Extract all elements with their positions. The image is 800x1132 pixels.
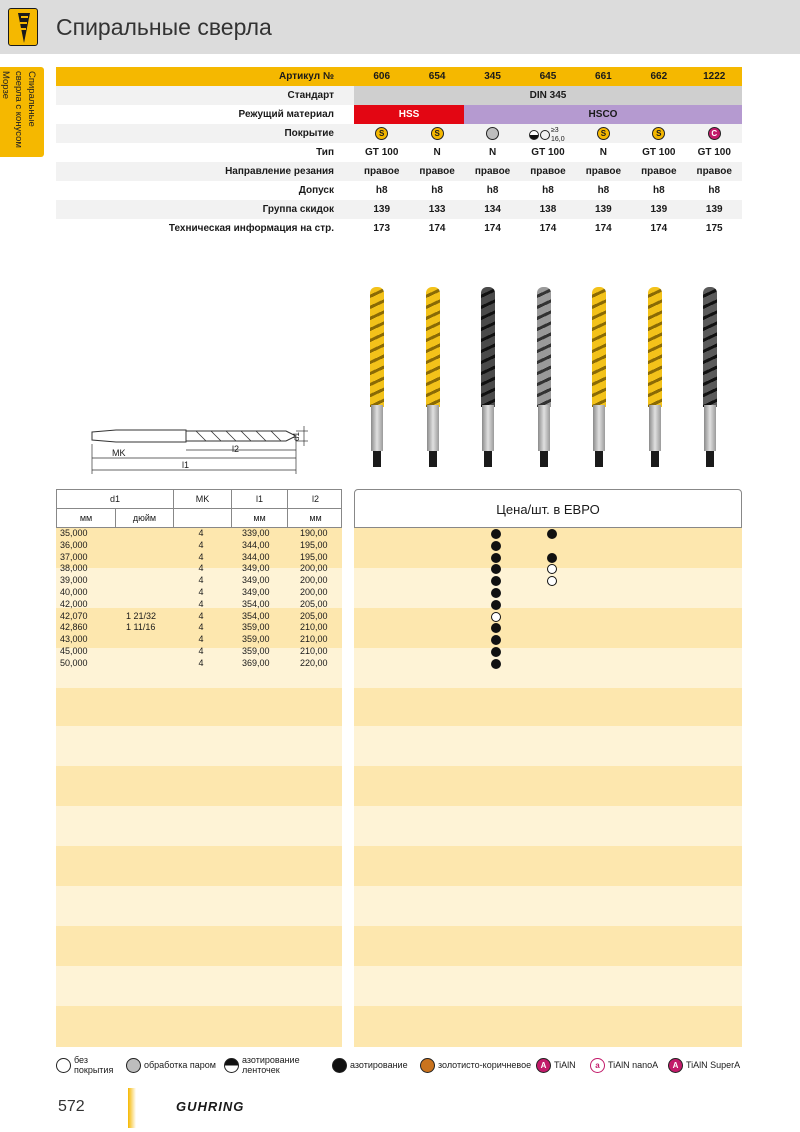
material-row xyxy=(354,105,742,124)
standard-row xyxy=(354,86,742,105)
cell-mk: 4 xyxy=(198,645,204,656)
cell-d1: 38,000 xyxy=(60,563,88,574)
tolerance-cell: h8 xyxy=(542,185,554,196)
cell-l1: 354,00 xyxy=(242,610,270,621)
coating-cell xyxy=(576,124,631,143)
drill-image-662 xyxy=(648,287,662,477)
drill-image-661 xyxy=(592,287,606,477)
cell-inch: 1 11/16 xyxy=(126,622,156,633)
cell-d1: 42,000 xyxy=(60,598,88,609)
legend-item xyxy=(420,1052,531,1078)
discount-row xyxy=(354,200,742,219)
legend-item xyxy=(224,1052,312,1078)
header-mk: MK xyxy=(173,490,231,509)
table-band xyxy=(56,766,742,806)
table-row xyxy=(56,575,342,587)
table-row xyxy=(56,658,342,670)
cell-l1: 369,00 xyxy=(242,657,270,668)
table-band xyxy=(56,688,742,726)
legend-label: обработка паром xyxy=(144,1060,216,1070)
cell-l2: 205,00 xyxy=(300,598,328,609)
d1-label: d1 xyxy=(291,432,301,441)
cell-l2: 210,00 xyxy=(300,622,328,633)
tialn-nanoa-icon: a xyxy=(590,1058,605,1073)
label-tolerance: Допуск xyxy=(298,185,334,196)
cell-d1: 37,000 xyxy=(60,551,88,562)
legend-label: TiAlN SuperA xyxy=(686,1060,741,1070)
header-l2: l2 xyxy=(287,490,343,509)
label-discount: Группа скидок xyxy=(56,200,354,219)
cell-l2: 220,00 xyxy=(300,657,328,668)
cell-d1: 40,000 xyxy=(60,586,88,597)
tolerance-cell: h8 xyxy=(652,185,665,196)
coating-cell xyxy=(520,124,575,143)
tolerance-cell: h8 xyxy=(431,185,443,196)
tech-page-link[interactable]: 173 xyxy=(373,223,391,234)
coating-badge: C xyxy=(708,127,721,140)
header-unit-mm: мм xyxy=(79,513,93,523)
coating-badge: S xyxy=(652,127,665,140)
l2-label: l2 xyxy=(232,444,240,454)
cell-l1: 359,00 xyxy=(242,634,270,645)
on-request-dot xyxy=(491,612,501,622)
in-stock-dot xyxy=(491,647,501,657)
drill-logo-icon xyxy=(8,8,38,46)
type-cell: N xyxy=(433,147,441,158)
uncoated-icon xyxy=(56,1058,71,1073)
header-d1: d1 xyxy=(109,494,120,504)
cell-l1: 339,00 xyxy=(242,528,270,538)
cell-l1: 359,00 xyxy=(242,622,270,633)
cell-l2: 200,00 xyxy=(300,563,328,574)
direction-cell: правое xyxy=(696,166,732,177)
cell-mk: 4 xyxy=(198,622,204,633)
article-row xyxy=(354,67,742,86)
header-unit-inch: дюйм xyxy=(115,509,173,528)
cell-l2: 200,00 xyxy=(300,586,328,597)
table-band xyxy=(56,1006,742,1047)
tolerance-cell: h8 xyxy=(708,185,721,196)
table-row xyxy=(56,552,342,564)
brand-logo: GUHRING xyxy=(176,1099,245,1114)
legend-item xyxy=(536,1052,576,1078)
cell-l2: 210,00 xyxy=(300,634,328,645)
article-cell: 345 xyxy=(484,71,501,82)
tech-page-link[interactable]: 174 xyxy=(484,223,501,234)
cell-mk: 4 xyxy=(198,610,204,621)
spec-columns xyxy=(354,67,742,238)
direction-cell: правое xyxy=(474,166,511,177)
cell-l2: 200,00 xyxy=(300,575,328,586)
cell-l1: 359,00 xyxy=(242,645,270,656)
cell-d1: 39,000 xyxy=(60,575,88,586)
cell-l1: 344,00 xyxy=(242,551,270,562)
type-cell: GT 100 xyxy=(531,147,565,158)
article-cell: 606 xyxy=(373,71,391,82)
cell-mk: 4 xyxy=(198,657,204,668)
type-cell: GT 100 xyxy=(365,147,399,158)
direction-cell: правое xyxy=(641,166,677,177)
direction-row xyxy=(354,162,742,181)
header-unit-mm: мм xyxy=(231,509,287,528)
article-cell: 645 xyxy=(539,71,557,82)
coating-cell xyxy=(354,124,409,143)
partial-nitride-icon xyxy=(224,1058,239,1073)
discount-cell: 139 xyxy=(595,204,612,215)
material-hss: HSS xyxy=(354,105,464,124)
cell-l1: 349,00 xyxy=(242,575,270,586)
legend-label: азотирование xyxy=(350,1060,408,1070)
table-band xyxy=(56,926,742,966)
header-unit-empty xyxy=(173,509,231,528)
label-direction: Направление резания xyxy=(56,162,354,181)
coating-cell xyxy=(631,124,686,143)
legend-item xyxy=(668,1052,740,1078)
in-stock-dot xyxy=(491,553,501,563)
legend-label: TiAlN xyxy=(554,1060,576,1070)
gold-brown-icon xyxy=(420,1058,435,1073)
label-type: Тип xyxy=(316,147,334,158)
coating-cell xyxy=(687,124,742,143)
table-row xyxy=(56,611,342,623)
cell-l2: 195,00 xyxy=(300,551,328,562)
drill-schematic xyxy=(86,420,316,480)
cell-mk: 4 xyxy=(198,539,204,550)
in-stock-dot xyxy=(491,541,501,551)
in-stock-dot xyxy=(547,529,557,539)
coating-badge: S xyxy=(375,127,388,140)
in-stock-dot xyxy=(491,588,501,598)
nitride-icon xyxy=(332,1058,347,1073)
cell-l1: 349,00 xyxy=(242,586,270,597)
footer-accent xyxy=(128,1088,136,1128)
drill-image-606 xyxy=(370,287,384,477)
steam-treated-icon xyxy=(126,1058,141,1073)
discount-cell: 139 xyxy=(650,204,668,215)
page-header xyxy=(0,0,800,54)
discount-cell: 134 xyxy=(484,204,501,215)
table-row xyxy=(56,540,342,552)
page-title: Спиральные сверла xyxy=(56,14,272,40)
label-standard: Стандарт xyxy=(56,86,354,105)
cell-l1: 354,00 xyxy=(242,598,270,609)
standard-value: DIN 345 xyxy=(529,90,567,101)
coating-badge: S xyxy=(597,127,610,140)
table-row xyxy=(56,646,342,658)
cell-d1: 43,000 xyxy=(60,634,88,645)
drill-image-654 xyxy=(426,287,440,477)
table-band xyxy=(56,726,742,766)
tech-page-link[interactable]: 174 xyxy=(539,223,557,234)
cell-l1: 344,00 xyxy=(242,539,270,550)
label-material: Режущий материал xyxy=(238,109,334,120)
coating-row xyxy=(354,124,742,143)
cell-mk: 4 xyxy=(198,634,204,645)
spec-labels xyxy=(56,67,354,238)
section-tab xyxy=(0,67,44,157)
discount-cell: 138 xyxy=(539,204,557,215)
cell-l2: 195,00 xyxy=(300,539,328,550)
table-band xyxy=(56,886,742,926)
tech-page-row xyxy=(354,219,742,238)
tolerance-cell: h8 xyxy=(486,185,499,196)
legend-label: без покрытия xyxy=(74,1055,114,1075)
table-row xyxy=(56,634,342,646)
article-cell: 662 xyxy=(650,71,668,82)
discount-cell: 133 xyxy=(428,204,446,215)
dimension-table-body xyxy=(56,528,342,670)
cell-mk: 4 xyxy=(198,586,204,597)
article-cell: 1222 xyxy=(703,71,726,82)
table-row xyxy=(56,587,342,599)
type-cell: GT 100 xyxy=(642,147,676,158)
uncoated-icon xyxy=(540,130,550,140)
column-gap xyxy=(342,528,354,1047)
drill-image-1222 xyxy=(703,287,717,477)
legend-label: TiAlN nanoA xyxy=(608,1060,659,1070)
legend-label: азотирование ленточек xyxy=(242,1055,300,1075)
direction-cell: правое xyxy=(419,166,455,177)
legend-item xyxy=(590,1052,658,1078)
cell-l2: 190,00 xyxy=(300,528,328,538)
table-band xyxy=(56,846,742,886)
table-row xyxy=(56,622,342,634)
cell-d1: 42,860 xyxy=(60,622,88,633)
in-stock-dot xyxy=(491,529,501,539)
direction-cell: правое xyxy=(530,166,566,177)
steam-treated-icon xyxy=(486,127,499,140)
tolerance-row xyxy=(354,181,742,200)
cell-d1: 42,070 xyxy=(60,610,88,621)
cell-mk: 4 xyxy=(198,551,204,562)
legend-item xyxy=(332,1052,408,1078)
tech-page-link[interactable]: 174 xyxy=(650,223,668,234)
page-number: 572 xyxy=(58,1098,85,1115)
table-row xyxy=(56,528,342,540)
dimension-table-header xyxy=(56,489,342,528)
cell-l2: 210,00 xyxy=(300,645,328,656)
drill-image-645 xyxy=(537,287,551,477)
label-article: Артикул № xyxy=(56,67,354,86)
tech-page-link[interactable]: 174 xyxy=(595,223,612,234)
table-band xyxy=(56,806,742,846)
coating-badge: S xyxy=(431,127,444,140)
table-band xyxy=(56,966,742,1006)
type-cell: GT 100 xyxy=(697,147,731,158)
table-row xyxy=(56,599,342,611)
cell-inch: 1 21/32 xyxy=(126,610,157,621)
cell-mk: 4 xyxy=(198,575,204,586)
type-row xyxy=(354,143,742,162)
material-hsco: HSCO xyxy=(464,105,742,124)
cell-mk: 4 xyxy=(198,528,204,538)
cell-l2: 205,00 xyxy=(300,610,328,621)
l1-label: l1 xyxy=(182,460,190,470)
coating-cell xyxy=(465,124,520,143)
cell-mk: 4 xyxy=(198,598,204,609)
tialn-supera-icon: A xyxy=(668,1058,683,1073)
tolerance-cell: h8 xyxy=(597,185,610,196)
drill-image-345 xyxy=(481,287,495,477)
partial-nitride-icon xyxy=(529,130,539,140)
tolerance-cell: h8 xyxy=(375,185,388,196)
mk-label: MK xyxy=(112,448,126,458)
label-tech-page: Техническая информация на стр. xyxy=(168,223,334,234)
discount-cell: 139 xyxy=(705,204,723,215)
in-stock-dot xyxy=(491,659,501,669)
article-cell: 654 xyxy=(428,71,446,82)
tialn-icon: A xyxy=(536,1058,551,1073)
legend-item xyxy=(56,1052,122,1078)
cell-mk: 4 xyxy=(198,563,204,574)
legend-item xyxy=(126,1052,216,1078)
direction-cell: правое xyxy=(585,166,622,177)
discount-cell: 139 xyxy=(373,204,391,215)
in-stock-dot xyxy=(491,600,501,610)
section-tab-label: Спиральные сверла с конусом Морзе xyxy=(0,71,37,148)
in-stock-dot xyxy=(547,553,557,563)
cell-d1: 36,000 xyxy=(60,539,88,550)
header-l1: l1 xyxy=(231,490,287,509)
header-unit-mm: мм xyxy=(287,509,343,528)
table-row xyxy=(56,563,342,575)
type-cell: N xyxy=(599,147,608,158)
mixed-coating-note: ≥3 16,0 xyxy=(550,126,565,143)
tech-page-link[interactable]: 175 xyxy=(705,223,723,234)
tech-page-link[interactable]: 174 xyxy=(428,223,446,234)
coating-cell xyxy=(409,124,464,143)
legend-label: золотисто-коричневое xyxy=(438,1060,532,1070)
cell-d1: 45,000 xyxy=(60,645,88,656)
price-header: Цена/шт. в ЕВРО xyxy=(354,489,742,528)
label-coating: Покрытие xyxy=(56,124,354,143)
article-cell: 661 xyxy=(595,71,612,82)
direction-cell: правое xyxy=(364,166,400,177)
cell-d1: 50,000 xyxy=(60,657,88,668)
coating-legend xyxy=(56,1052,756,1078)
cell-l1: 349,00 xyxy=(242,563,270,574)
type-cell: N xyxy=(488,147,497,158)
cell-d1: 35,000 xyxy=(60,528,88,538)
